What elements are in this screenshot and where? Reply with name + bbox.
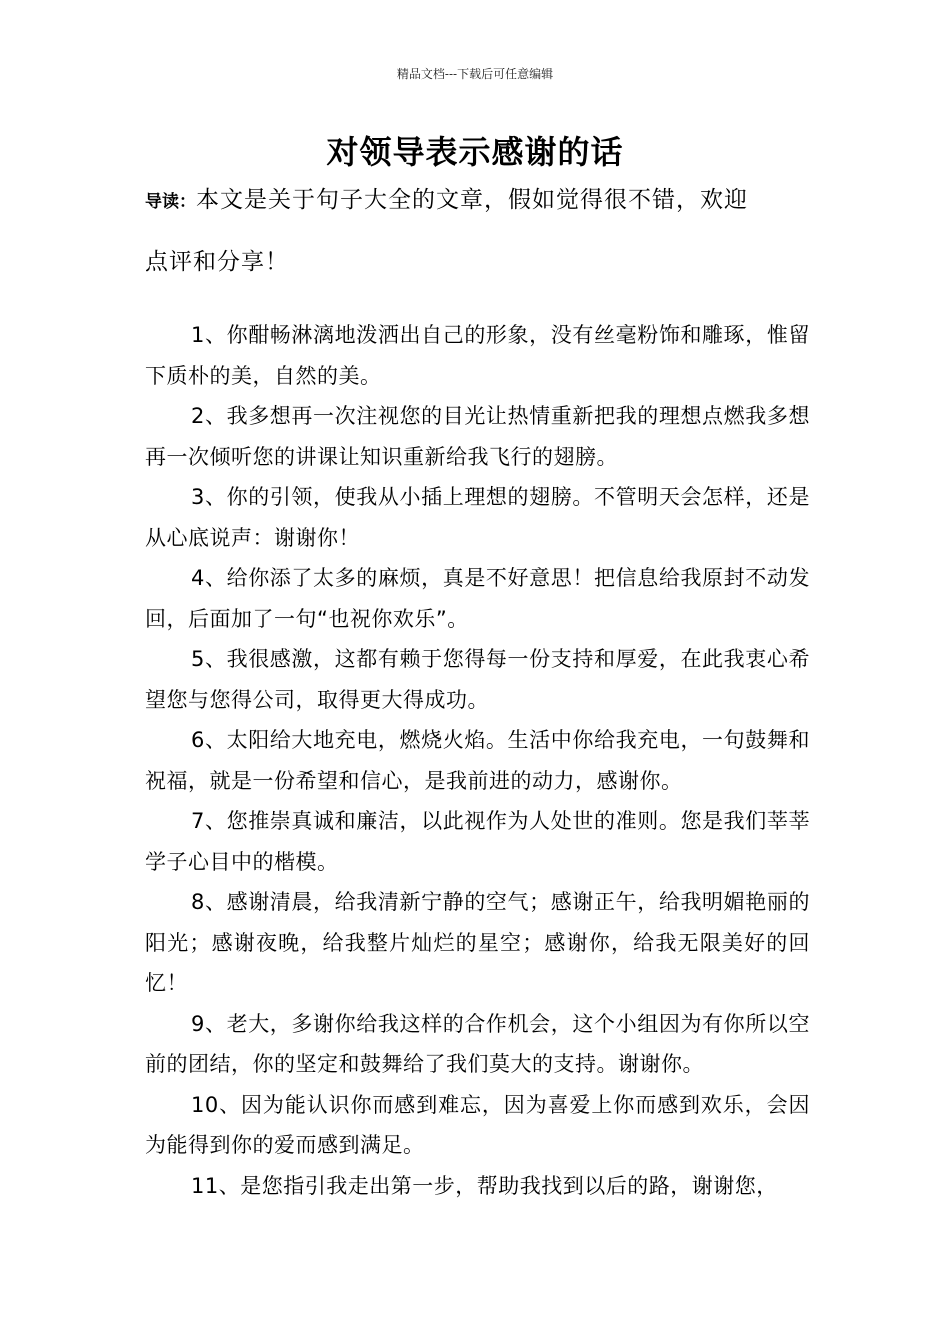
paragraph-5: 5、我很感激，这都有赖于您得每一份支持和厚爱，在此我衷心希望您与您得公司，取得更大得成功。 [145, 647, 810, 712]
intro-text-line1: 本文是关于句子大全的文章，假如觉得很不错，欢迎 [196, 187, 748, 213]
intro-paragraph [145, 178, 815, 284]
document-title: 对领导表示感谢的话 [326, 133, 624, 171]
paragraph-7: 7、您推崇真诚和廉洁，以此视作为人处世的准则。您是我们莘莘学子心目中的楷模。 [145, 809, 810, 874]
paragraph-10: 10、因为能认识你而感到难忘，因为喜爱上你而感到欢乐，会因为能得到你的爱而感到满足。 [145, 1092, 810, 1157]
body-text [145, 315, 810, 1206]
paragraph-3: 3、你的引领，使我从小插上理想的翅膀。不管明天会怎样，还是从心底说声：谢谢你！ [145, 485, 810, 550]
paragraph-9: 9、老大，多谢你给我这样的合作机会，这个小组因为有你所以空前的团结，你的坚定和鼓舞给了我们莫大的支持。谢谢你。 [145, 1011, 810, 1076]
paragraph-11: 11、是您指引我走出第一步，帮助我找到以后的路，谢谢您， [191, 1173, 778, 1198]
intro-text-line2: 点评和分享！ [145, 249, 289, 275]
paragraph-4: 4、给你添了太多的麻烦，真是不好意思！把信息给我原封不动发回，后面加了一句“也祝你欢乐”。 [145, 566, 810, 631]
paragraph-2: 2、我多想再一次注视您的目光让热情重新把我的理想点燃我多想再一次倾听您的讲课让知识重新给我飞行的翅膀。 [145, 404, 810, 469]
paragraph-1: 1、你酣畅淋漓地泼洒出自己的形象，没有丝毫粉饰和雕琢，惟留下质朴的美，自然的美。 [145, 323, 810, 388]
intro-label: 导读： [145, 192, 196, 212]
paragraph-6: 6、太阳给大地充电，燃烧火焰。生活中你给我充电，一句鼓舞和祝福，就是一份希望和信心，是我前进的动力，感谢你。 [145, 728, 810, 793]
page-header: 精品文档---下载后可任意编辑 [396, 67, 554, 81]
paragraph-8: 8、感谢清晨，给我清新宁静的空气；感谢正午，给我明媚艳丽的阳光；感谢夜晚，给我整片灿烂的星空；感谢你，给我无限美好的回忆！ [145, 890, 810, 995]
